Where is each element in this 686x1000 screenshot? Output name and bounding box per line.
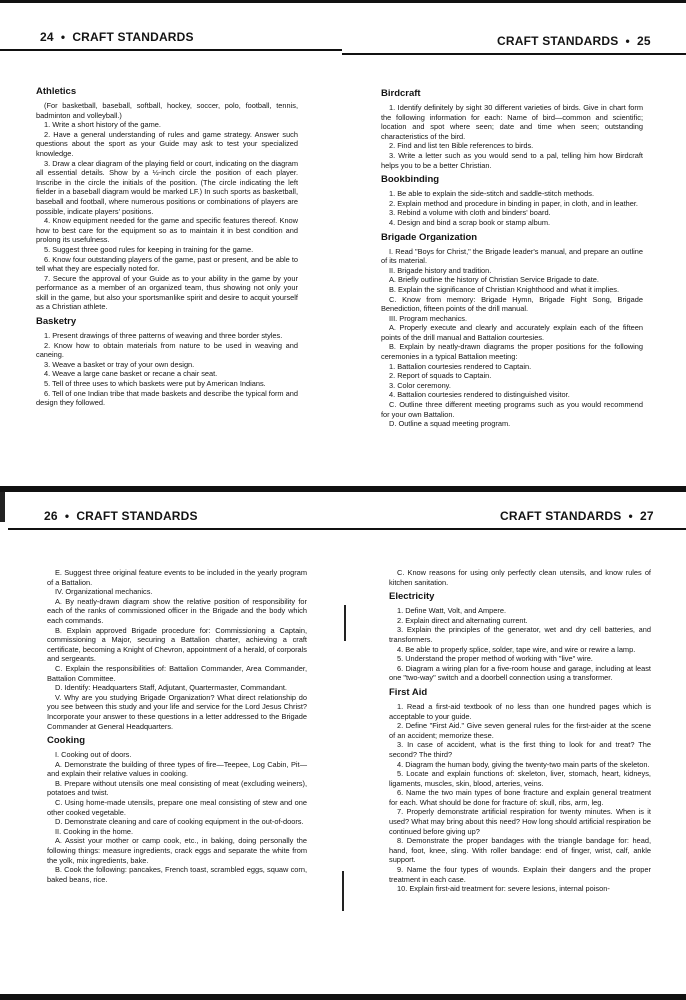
paragraph: 3. Weave a basket or tray of your own design. bbox=[44, 359, 195, 369]
page-number: 26 bbox=[44, 509, 58, 523]
paragraph: 2. Report of squads to Captain. bbox=[389, 371, 492, 381]
paragraph: E. Suggest three original feature events to be included in the yearly program of a Battalion. bbox=[47, 568, 307, 587]
paragraph: 8. Demonstrate the proper bandages with the triangle bandage for: head, hand, foot, knee, sling. With roller bandage: end of finger, wrist, calf, ankle support. bbox=[389, 836, 651, 865]
page-25-header bbox=[497, 34, 651, 48]
page-24-header bbox=[40, 30, 194, 44]
running-title: CRAFT STANDARDS bbox=[500, 509, 622, 523]
bullet: • bbox=[60, 30, 66, 44]
section-heading: Bookbinding bbox=[381, 174, 440, 186]
bullet: • bbox=[625, 34, 630, 48]
page-25-text-column bbox=[381, 88, 643, 429]
paragraph: 3. Rebind a volume with cloth and binders' board. bbox=[389, 208, 551, 218]
paragraph: 1. Battalion courtesies rendered to Captain. bbox=[389, 361, 532, 371]
paragraph: B. Prepare without utensils one meal consisting of meat (excluding weiners), potatoes and twist. bbox=[47, 778, 307, 798]
paragraph: 1. Read a first-aid textbook of no less than one hundred pages which is acceptable to your guide. bbox=[389, 701, 651, 721]
paragraph: 2. Explain method and procedure in binding in paper, in cloth, and in leather. bbox=[389, 198, 638, 208]
section-heading: Athletics bbox=[36, 86, 77, 97]
paragraph: B. Cook the following: pancakes, French toast, scrambled eggs, squaw corn, baked beans, rice. bbox=[47, 865, 307, 884]
paragraph: 6. Name the two main types of bone fracture and explain general treatment for each. What should be done for fracture of: skull, ribs, arm, leg. bbox=[389, 788, 651, 807]
section-heading: Electricity bbox=[389, 591, 435, 603]
bottom-edge-strip bbox=[0, 994, 686, 1000]
paragraph: 2. Define "First Aid." Give seven general rules for the first-aider at the scene of an accident; memorize these. bbox=[389, 721, 651, 740]
section-heading: Birdcraft bbox=[381, 88, 421, 99]
paragraph: 5. Tell of three uses to which baskets were put by American Indians. bbox=[44, 379, 266, 389]
paragraph: B. Explain approved Brigade procedure for: Commissioning a Captain, commissioning a Major, securing a Battalion charter, achieving a craft certificate, becoming a Knight of Chevron, appointment of a herald, of corporals and sergeants. bbox=[47, 625, 307, 664]
paragraph: 1. Define Watt, Volt, and Ampere. bbox=[397, 606, 506, 616]
paragraph: 10. Explain first-aid treatment for: severe lesions, internal poison- bbox=[397, 884, 610, 894]
paragraph: 3. In case of accident, what is the first thing to look for and treat? The second? The third? bbox=[389, 740, 651, 759]
paragraph: II. Brigade history and tradition. bbox=[389, 265, 492, 275]
paragraph: A. Properly execute and clearly and accurately explain each of the fifteen points of the drill manual and Battalion courtesies. bbox=[381, 323, 643, 342]
paragraph: 4. Battalion courtesies rendered to distinguished visitor. bbox=[389, 390, 570, 400]
paragraph: A. Briefly outline the history of Christian Service Brigade to date. bbox=[389, 275, 599, 285]
running-title: CRAFT STANDARDS bbox=[76, 509, 198, 523]
page-24-text-column bbox=[36, 86, 298, 408]
paragraph: B. Explain the significance of Christian Knighthood and what it implies. bbox=[389, 284, 620, 294]
spread-pages-26-27 bbox=[0, 493, 686, 1000]
page-26-text-column bbox=[47, 568, 307, 884]
paragraph: C. Outline three different meeting programs such as you would recommend for your own Battalion. bbox=[381, 400, 643, 419]
section-heading: Cooking bbox=[47, 735, 85, 747]
page-27-text-column bbox=[389, 568, 651, 894]
header-rule-left bbox=[8, 528, 342, 530]
paragraph: 2. Find and list ten Bible references to birds. bbox=[389, 141, 534, 151]
binding-mark-upper bbox=[344, 605, 346, 641]
page-number: 27 bbox=[640, 509, 654, 523]
running-title: CRAFT STANDARDS bbox=[497, 34, 619, 48]
binding-mark-lower bbox=[342, 871, 344, 911]
paragraph: 5. Understand the proper method of working with "live" wire. bbox=[397, 654, 593, 664]
paragraph: 2. Know how to obtain materials from nature to be used in weaving and caneing. bbox=[36, 340, 298, 360]
paragraph: 4. Weave a large cane basket or recane a chair seat. bbox=[44, 369, 218, 379]
paragraph: 7. Properly demonstrate artificial respiration for twenty minutes. When is it used? What may bring about this need? How long should artificial respiration be continued before giving up? bbox=[389, 807, 651, 836]
page-27-header bbox=[500, 509, 654, 523]
paragraph: A. Assist your mother or camp cook, etc., in baking, doing personally the following things: measure ingredients, crack eggs and separate the white from the yolk, mix ingredients, bake. bbox=[47, 836, 307, 865]
bullet: • bbox=[64, 509, 70, 523]
paragraph: 9. Name the four types of wounds. Explain their dangers and the proper treatment in each case. bbox=[389, 865, 651, 884]
page-number: 24 bbox=[40, 30, 54, 44]
paragraph: B. Explain by neatly-drawn diagrams the proper positions for the following ceremonies in a typical Battalion meeting: bbox=[381, 342, 643, 362]
paragraph: 4. Design and bind a scrap book or stamp album. bbox=[389, 217, 551, 227]
paragraph: D. Identify: Headquarters Staff, Adjutant, Quartermaster, Commandant. bbox=[55, 683, 287, 693]
paragraph: 1. Present drawings of three patterns of weaving and three border styles. bbox=[44, 331, 283, 341]
header-rule-left bbox=[0, 49, 342, 51]
paragraph: 7. Secure the approval of your Guide as to your ability in the game by your performance as a member of an organized team, thus showing not only your skill in the game, but also your sportsmanlike spirit and desire to acquit yourself as a Christian athlete. bbox=[36, 273, 298, 312]
paragraph: 3. Color ceremony. bbox=[389, 380, 451, 390]
running-title: CRAFT STANDARDS bbox=[72, 30, 194, 44]
paragraph: C. Know from memory: Brigade Hymn, Brigade Fight Song, Brigade Benediction, fifteen points of the drill manual. bbox=[381, 294, 643, 314]
paragraph: C. Explain the responsibilities of: Battalion Commander, Area Commander, Battalion Committee. bbox=[47, 663, 307, 683]
paragraph: D. Outline a squad meeting program. bbox=[389, 419, 511, 429]
spread-divider bbox=[0, 486, 686, 492]
spread-pages-24-25 bbox=[0, 0, 686, 488]
paragraph: I. Cooking out of doors. bbox=[55, 750, 132, 760]
paragraph: 5. Suggest three good rules for keeping in training for the game. bbox=[44, 244, 254, 254]
paragraph: 4. Know equipment needed for the game and specific features thereof. Know how to best care for the equipment so as to maintain it in best condition and prolong its usefulness. bbox=[36, 216, 298, 245]
header-rule-right bbox=[342, 53, 686, 55]
paragraph: 3. Draw a clear diagram of the playing field or court, indicating on the diagram all essential details. Show by a ½-inch circle the position of each player. Inscribe in the circle the initials of the position. (The circle indicating the left fielder in a baseball diagram would be marked LF.) In such sports as basketball, baseball and football, where numerous positions or combinations of players are possible, indicate players' positions. bbox=[36, 158, 298, 216]
section-heading: First Aid bbox=[389, 686, 428, 698]
paragraph: 1. Write a short history of the game. bbox=[44, 120, 161, 130]
paragraph: II. Cooking in the home. bbox=[55, 826, 134, 836]
paragraph: I. Read "Boys for Christ," the Brigade leader's manual, and prepare an outline of its material. bbox=[381, 246, 643, 266]
section-heading: Brigade Organization bbox=[381, 231, 478, 243]
paragraph: 1. Identify definitely by sight 30 different varieties of birds. Give in chart form the following information for each: Name of bird—common and scientific; location and spot where seen; date and time when seen; outstanding characteristics of the bird. bbox=[381, 103, 643, 141]
paragraph: 4. Be able to properly splice, solder, tape wire, and wire or rewire a lamp. bbox=[397, 644, 636, 654]
page-number: 25 bbox=[637, 34, 651, 48]
paragraph: (For basketball, baseball, softball, hockey, soccer, polo, football, tennis, badminton and volleyball.) bbox=[36, 101, 298, 120]
paragraph: 5. Locate and explain functions of: skeleton, liver, stomach, heart, kidneys, ligaments, muscles, skin, blood, arteries, veins. bbox=[389, 769, 651, 788]
paragraph: IV. Organizational mechanics. bbox=[55, 587, 153, 597]
paragraph: 6. Tell of one Indian tribe that made baskets and describe the typical form and design they followed. bbox=[36, 388, 298, 408]
header-rule-right bbox=[342, 528, 686, 530]
page-26-header bbox=[44, 509, 198, 523]
paragraph: D. Demonstrate cleaning and care of cooking equipment in the out-of-doors. bbox=[55, 817, 304, 827]
paragraph: A. By neatly-drawn diagram show the relative position of responsibility for each of the ranks of commissioned officer in the Brigade and the body which each commands. bbox=[47, 596, 307, 625]
paragraph: III. Program mechanics. bbox=[389, 313, 468, 323]
paragraph: 6. Know four outstanding players of the game, past or present, and be able to tell what they are especially noted for. bbox=[36, 254, 298, 274]
paragraph: V. Why are you studying Brigade Organization? What direct relationship do you see between this study and your life and service for the Lord Jesus Christ? Incorporate your answer to these questions in a letter addressed to the Brigade Commander at General Headquarters. bbox=[47, 692, 307, 731]
paragraph: 1. Be able to explain the side-stitch and saddle-stitch methods. bbox=[389, 189, 595, 199]
paragraph: A. Demonstrate the building of three types of fire—Teepee, Log Cabin, Pit—and explain their relative values in cooking. bbox=[47, 759, 307, 779]
bullet: • bbox=[628, 509, 633, 523]
paragraph: 6. Diagram a wiring plan for a five-room house and garage, including at least one "two-way" switch and a doorbell connection using a transformer. bbox=[389, 663, 651, 683]
paragraph: 2. Have a general understanding of rules and game strategy. Answer such questions about the sport as your Guide may ask to test your specialized knowledge. bbox=[36, 129, 298, 158]
paragraph: 3. Explain the principles of the generator, wet and dry cell batteries, and transformers. bbox=[389, 625, 651, 644]
paragraph: 3. Write a letter such as you would send to a pal, telling him how Birdcraft helps you to be a better Christian. bbox=[381, 150, 643, 170]
paragraph: 2. Explain direct and alternating current. bbox=[397, 615, 528, 625]
section-heading: Basketry bbox=[36, 316, 77, 328]
paragraph: C. Know reasons for using only perfectly clean utensils, and know rules of kitchen sanitation. bbox=[389, 568, 651, 587]
paragraph: C. Using home-made utensils, prepare one meal consisting of stew and one other cooked vegetable. bbox=[47, 798, 307, 817]
paragraph: 4. Diagram the human body, giving the twenty-two main parts of the skeleton. bbox=[397, 759, 650, 769]
